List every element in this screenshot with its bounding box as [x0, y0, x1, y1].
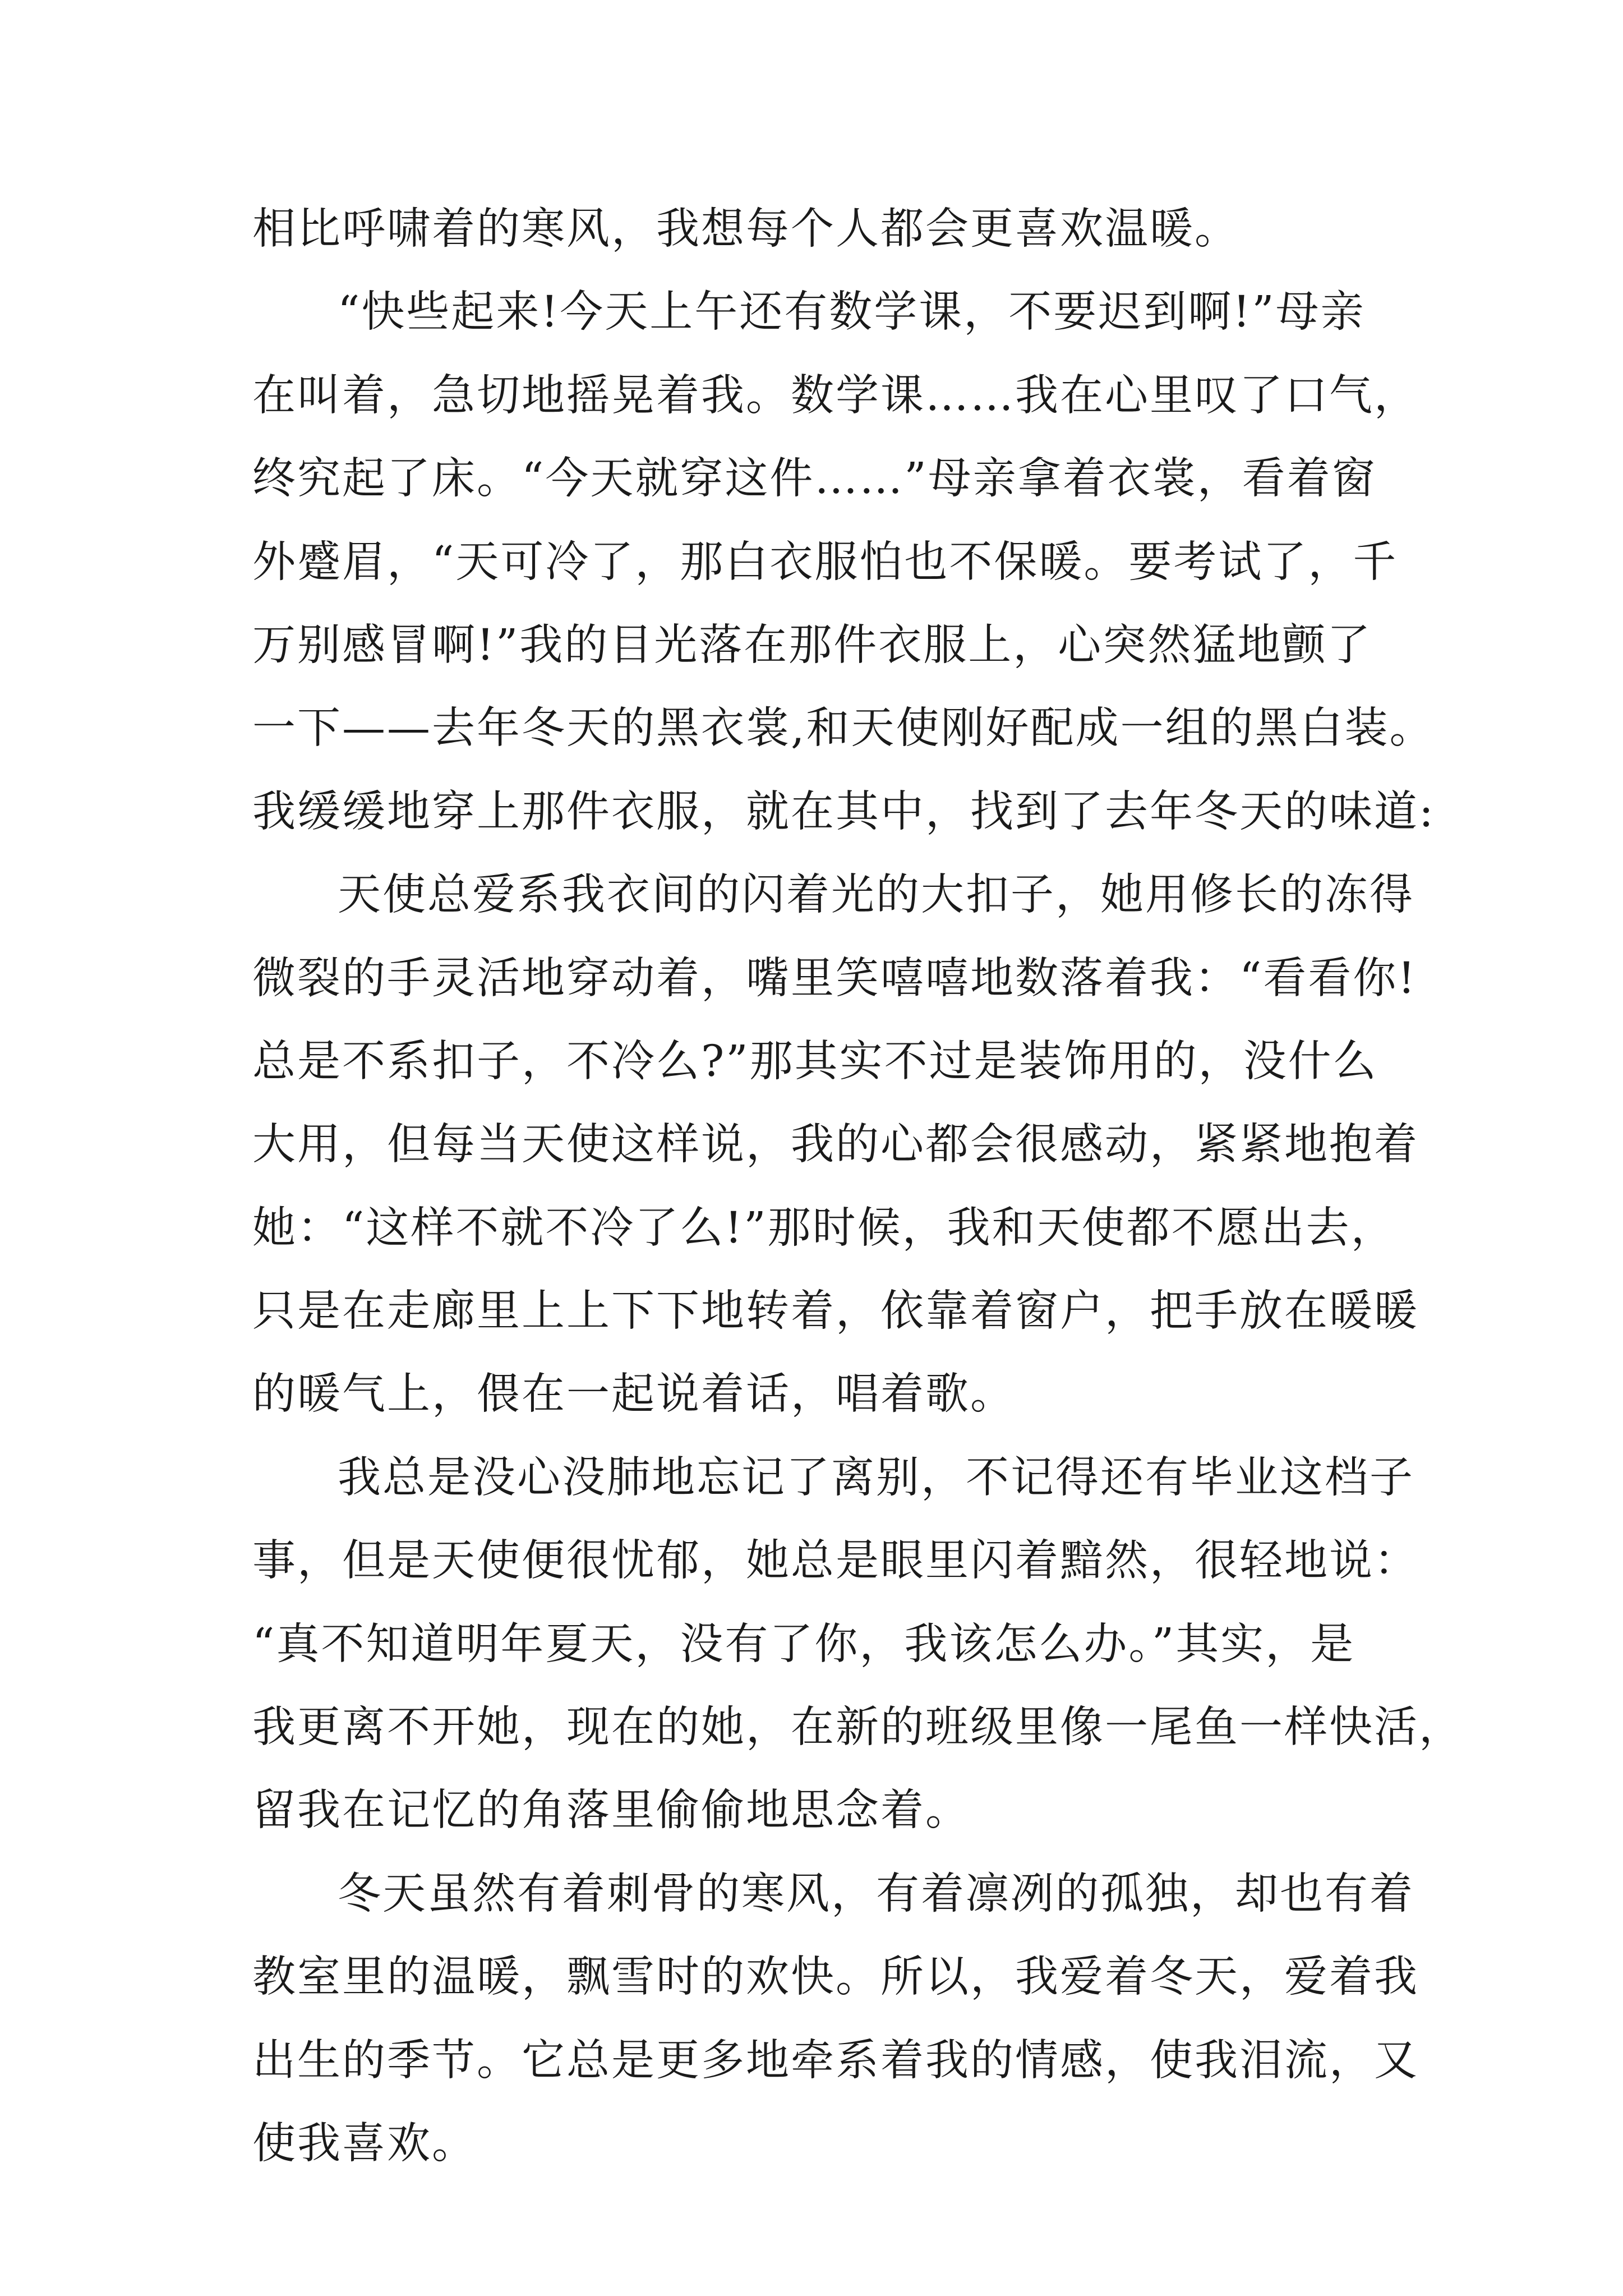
text-line: “快些起来!今天上午还有数学课，不要迟到啊!”母亲	[338, 287, 1366, 338]
text-line: 出生的季节。它总是更多地牵系着我的情感，使我泪流，又	[252, 2035, 1419, 2086]
paragraph-1	[252, 188, 1380, 271]
text-line: 在叫着，急切地摇晃着我。数学课……我在心里叹了口气，	[252, 370, 1419, 421]
text-line: 万别感冒啊!”我的目光落在那件衣服上，心突然猛地颤了	[252, 620, 1372, 670]
paragraph-4	[252, 1437, 1464, 1853]
text-line: 总是不系扣子，不冷么?”那其实不过是装饰用的，没什么	[252, 1036, 1378, 1087]
text-line: 冬天虽然有着刺骨的寒风，有着凛冽的孤独，却也有着	[338, 1869, 1414, 1919]
document-page	[252, 188, 1464, 2185]
text-line: 我缓缓地穿上那件衣服，就在其中，找到了去年冬天的味道:	[252, 786, 1435, 837]
text-line: 相比呼啸着的寒风，我想每个人都会更喜欢温暖。	[252, 204, 1239, 254]
text-line: “真不知道明年夏天，没有了你，我该怎么办。”其实，是	[252, 1619, 1355, 1669]
text-line: 使我喜欢。	[252, 2118, 477, 2169]
text-line: 我总是没心没肺地忘记了离别，不记得还有毕业这档子	[338, 1452, 1414, 1503]
text-line: 终究起了床。“今天就穿这件……”母亲拿着衣裳，看着窗	[252, 454, 1377, 504]
paragraph-2	[252, 271, 1435, 854]
text-line: 微裂的手灵活地穿动着，嘴里笑嘻嘻地数落着我：“看看你!	[252, 953, 1417, 1004]
text-line: 只是在走廊里上上下下地转着，依靠着窗户，把手放在暖暖	[252, 1286, 1419, 1337]
text-line: 留我在记忆的角落里偷偷地思念着。	[252, 1786, 970, 1836]
text-line: 的暖气上，偎在一起说着话，唱着歌。	[252, 1369, 1015, 1420]
text-line: 事，但是天使便很忧郁，她总是眼里闪着黯然，很轻地说：	[252, 1536, 1419, 1586]
paragraph-5	[252, 1853, 1419, 2186]
paragraph-3	[252, 854, 1419, 1437]
text-line: 大用，但每当天使这样说，我的心都会很感动，紧紧地抱着	[252, 1120, 1419, 1170]
text-line: 我更离不开她，现在的她，在新的班级里像一尾鱼一样快活，	[252, 1703, 1464, 1753]
text-line: 她：“这样不就不冷了么!”那时候，我和天使都不愿出去，	[252, 1203, 1396, 1253]
text-line: 外蹙眉，“天可冷了，那白衣服怕也不保暖。要考试了，千	[252, 537, 1398, 587]
text-line: 教室里的温暖，飘雪时的欢快。所以，我爱着冬天，爱着我	[252, 1952, 1419, 2003]
text-line: 天使总爱系我衣间的闪着光的大扣子，她用修长的冻得	[338, 870, 1414, 921]
text-line: 一下——去年冬天的黑衣裳,和天使刚好配成一组的黑白装。	[252, 703, 1435, 754]
